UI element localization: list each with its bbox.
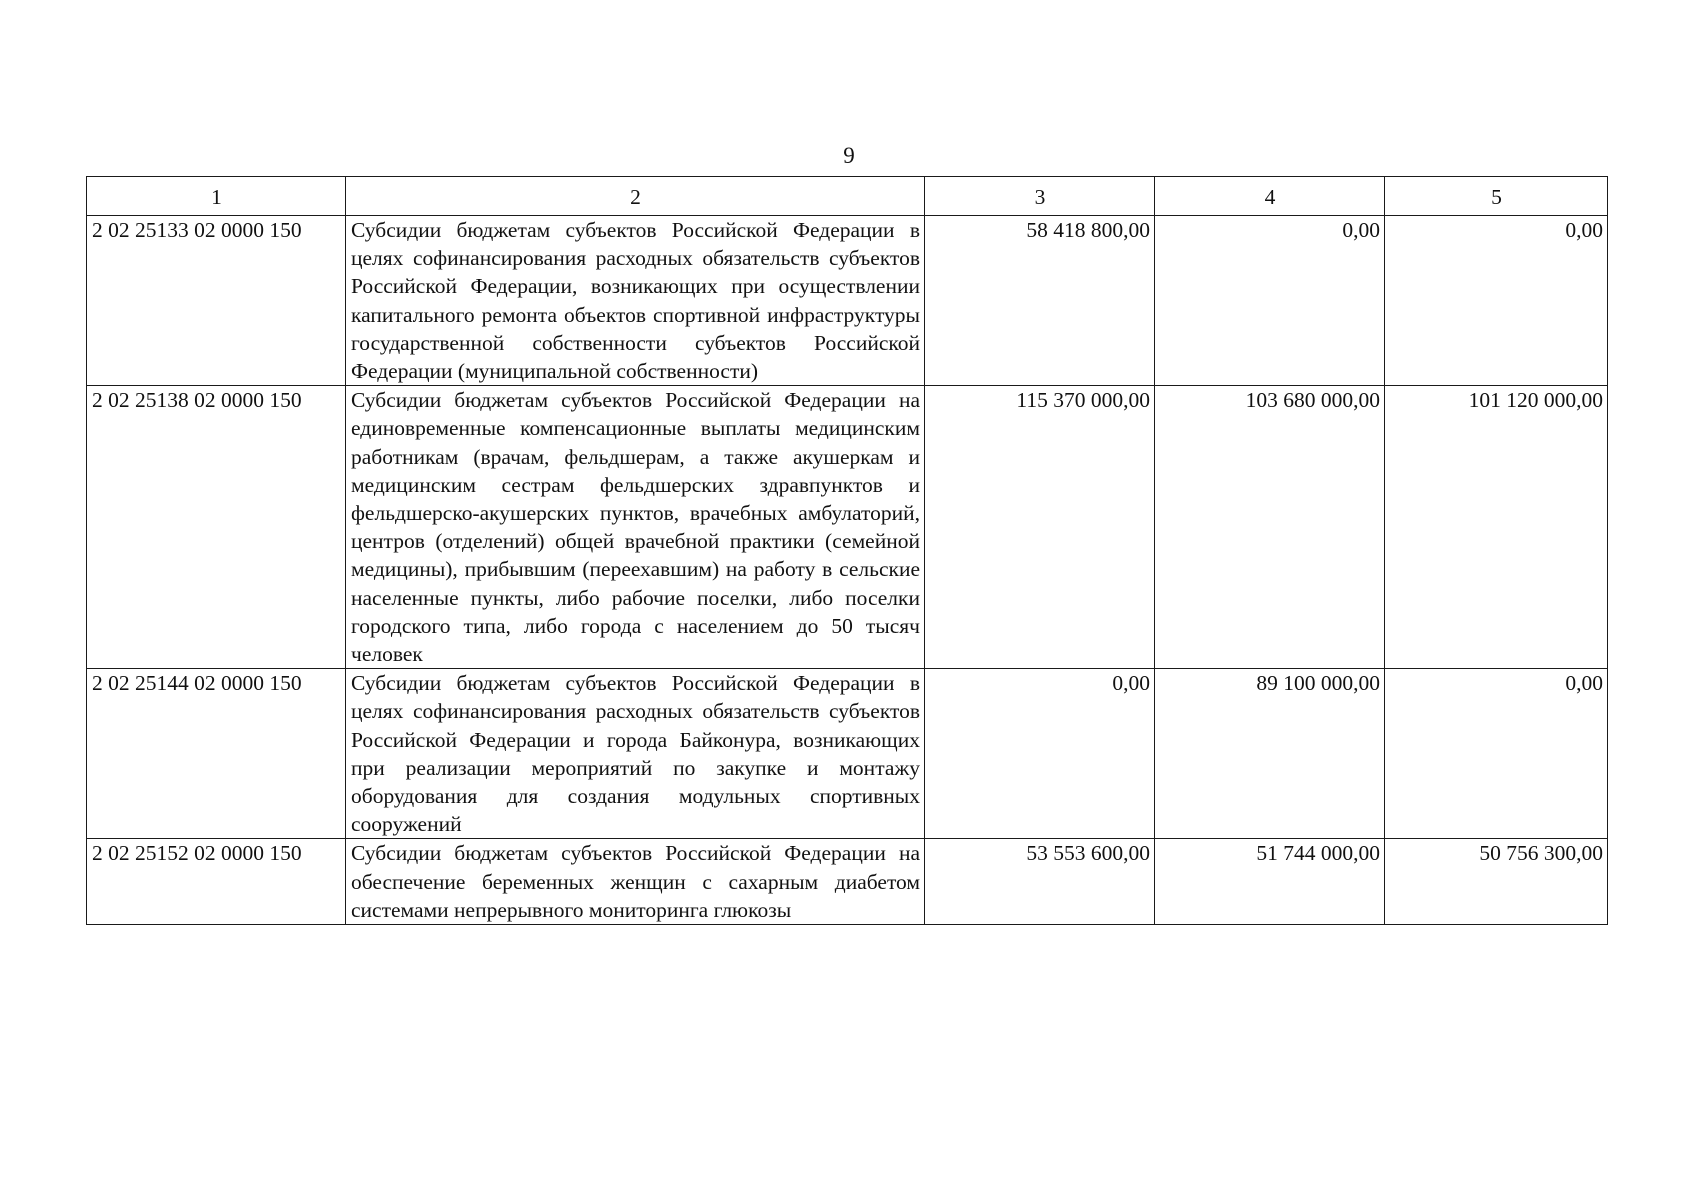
budget-code-cell: 2 02 25138 02 0000 150 <box>87 386 346 669</box>
amount-col5-cell: 50 756 300,00 <box>1385 839 1608 925</box>
header-row <box>87 177 1608 216</box>
amount-col3-cell: 0,00 <box>925 669 1155 839</box>
amount-col3-cell: 115 370 000,00 <box>925 386 1155 669</box>
column-header-2: 2 <box>346 177 925 216</box>
column-header-1: 1 <box>87 177 346 216</box>
page-number: 9 <box>843 143 855 168</box>
amount-col5-cell: 0,00 <box>1385 669 1608 839</box>
amount-col4-cell: 89 100 000,00 <box>1155 669 1385 839</box>
amount-col5-cell: 0,00 <box>1385 216 1608 386</box>
amount-col4-cell: 103 680 000,00 <box>1155 386 1385 669</box>
description-cell: Субсидии бюджетам субъектов Российской Федерации в целях софинансирования расходных обязательств субъектов Российской Федерации, возникающих при осуществлении капитального ремонта объектов спортивной инфраструктуры государственной собственности субъектов Российской Федерации (муниципальной собственности) <box>346 216 925 386</box>
table-header <box>87 177 1608 216</box>
amount-col5-cell: 101 120 000,00 <box>1385 386 1608 669</box>
budget-code-cell: 2 02 25152 02 0000 150 <box>87 839 346 925</box>
description-cell: Субсидии бюджетам субъектов Российской Федерации на обеспечение беременных женщин с сахарным диабетом системами непрерывного мониторинга глюкозы <box>346 839 925 925</box>
amount-col3-cell: 53 553 600,00 <box>925 839 1155 925</box>
description-cell: Субсидии бюджетам субъектов Российской Федерации на единовременные компенсационные выплаты медицинским работникам (врачам, фельдшерам, а также акушеркам и медицинским сестрам фельдшерских здравпунктов и фельдшерско-акушерских пунктов, врачебных амбулаторий, центров (отделений) общей врачебной практики (семейной медицины), прибывшим (переехавшим) на работу в сельские населенные пункты, либо рабочие поселки, либо поселки городского типа, либо города с населением до 50 тысяч человек <box>346 386 925 669</box>
budget-code-cell: 2 02 25144 02 0000 150 <box>87 669 346 839</box>
table-row <box>87 216 1608 386</box>
description-cell: Субсидии бюджетам субъектов Российской Федерации в целях софинансирования расходных обязательств субъектов Российской Федерации и города Байконура, возникающих при реализации мероприятий по закупке и монтажу оборудования для создания модульных спортивных сооружений <box>346 669 925 839</box>
table-body <box>87 216 1608 925</box>
column-header-4: 4 <box>1155 177 1385 216</box>
budget-code-cell: 2 02 25133 02 0000 150 <box>87 216 346 386</box>
column-header-5: 5 <box>1385 177 1608 216</box>
table-row <box>87 386 1608 669</box>
table-row <box>87 839 1608 925</box>
amount-col4-cell: 51 744 000,00 <box>1155 839 1385 925</box>
column-header-3: 3 <box>925 177 1155 216</box>
budget-table <box>86 176 1608 925</box>
table-row <box>87 669 1608 839</box>
amount-col4-cell: 0,00 <box>1155 216 1385 386</box>
amount-col3-cell: 58 418 800,00 <box>925 216 1155 386</box>
